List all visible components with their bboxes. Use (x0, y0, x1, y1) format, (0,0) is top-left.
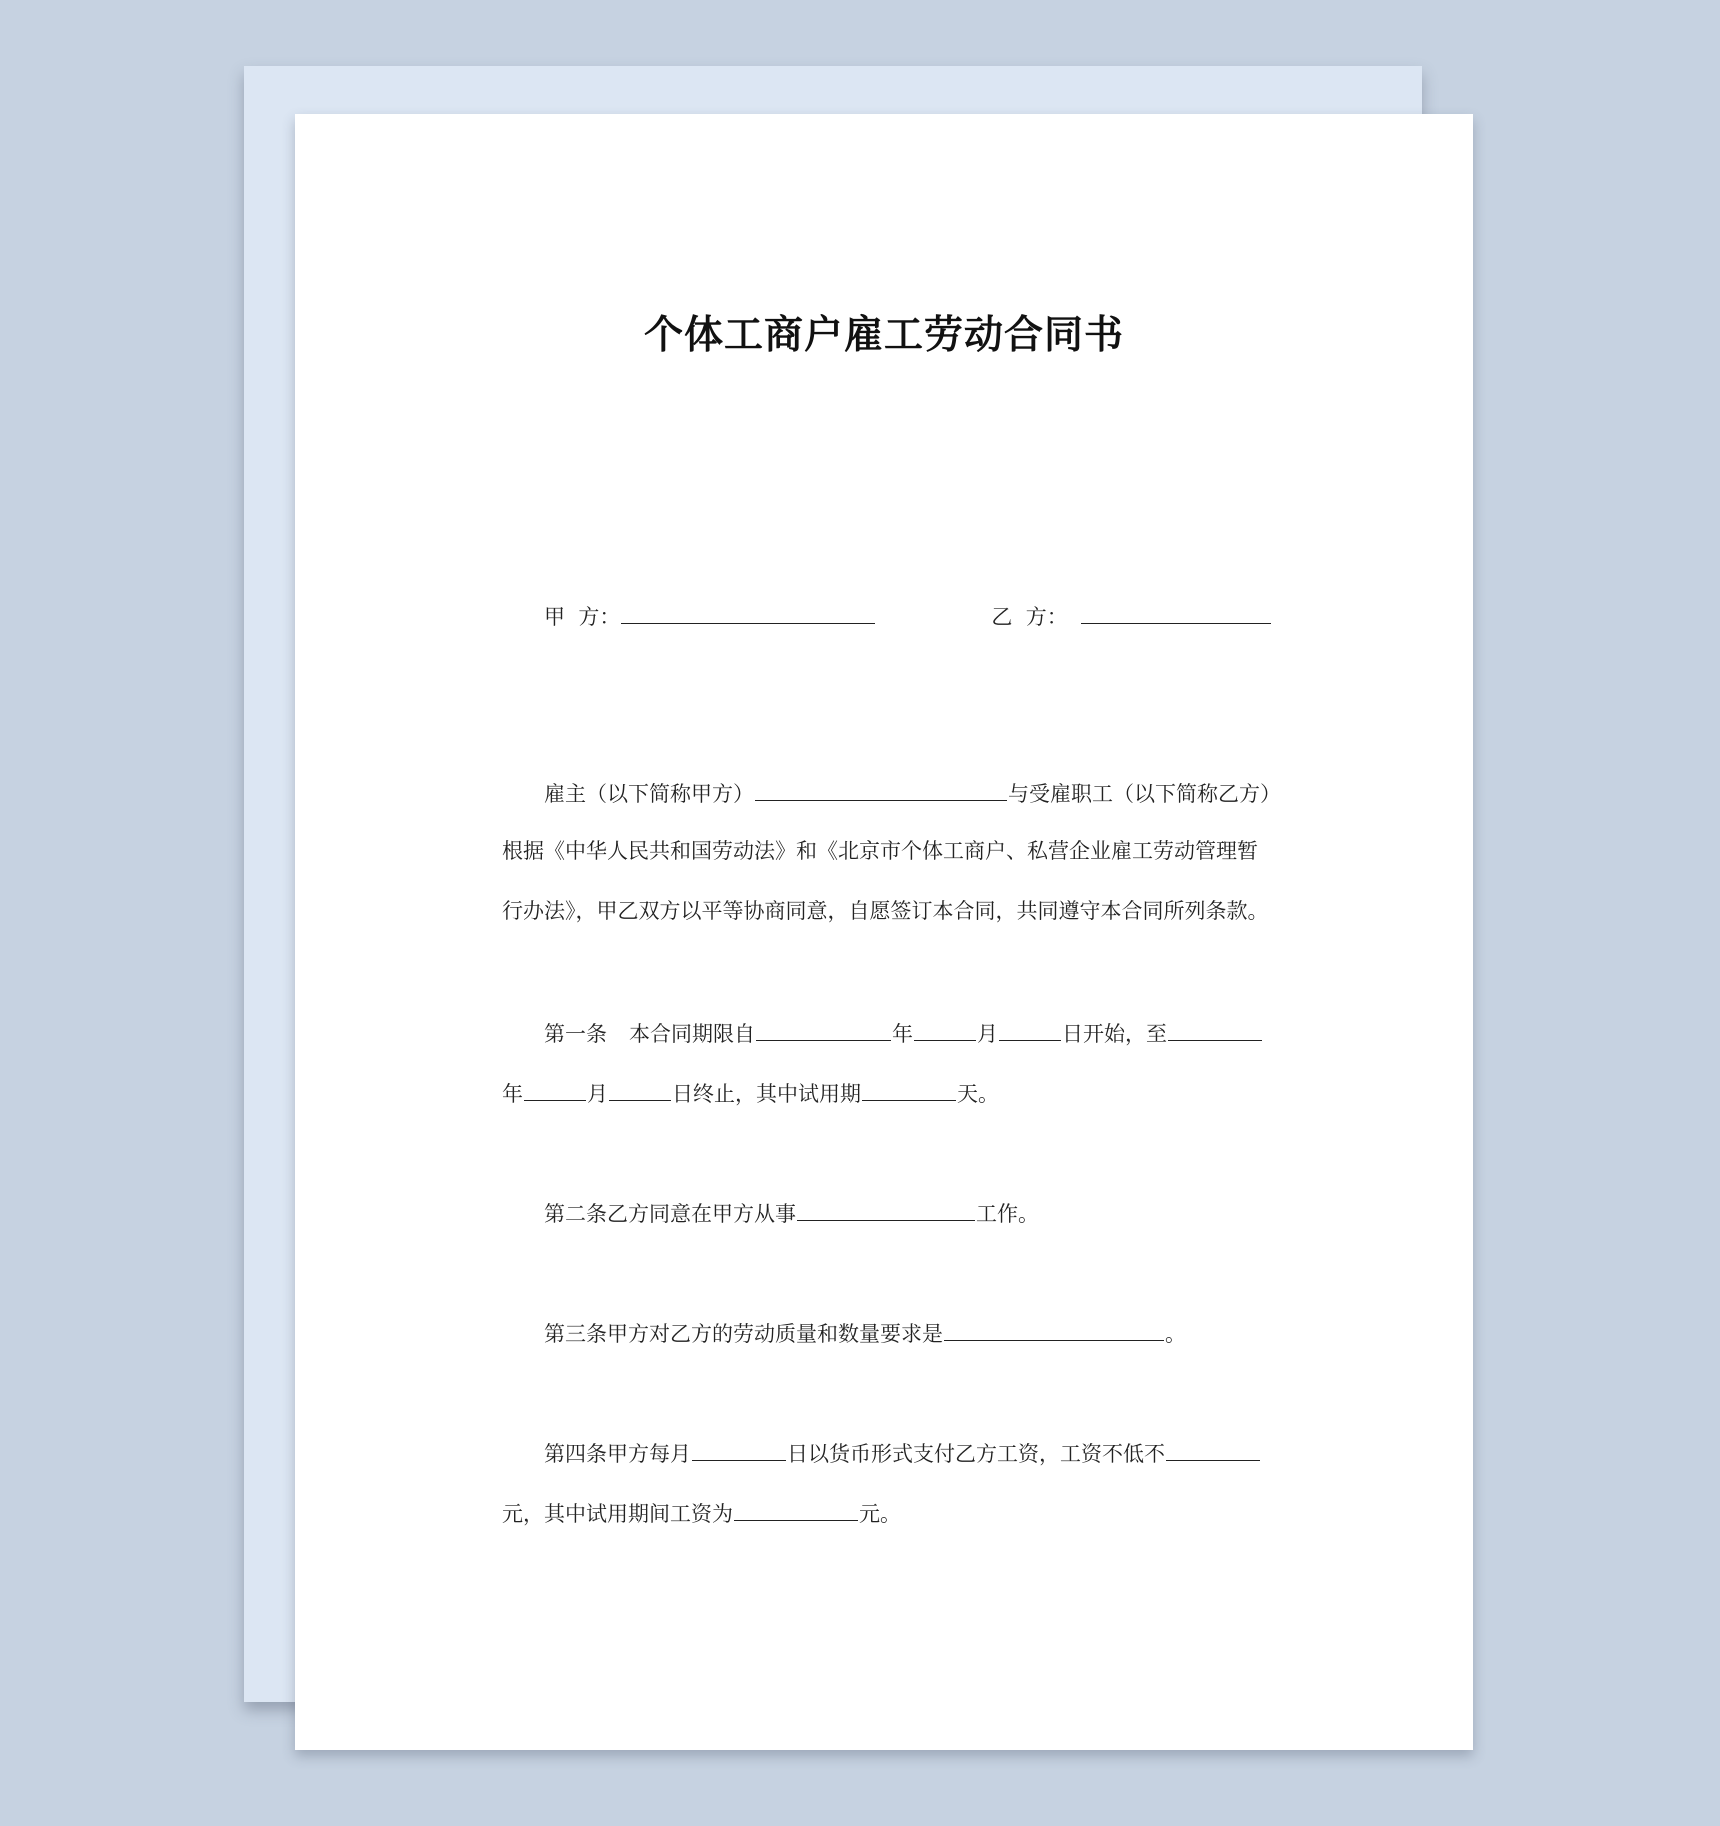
article-1-line-1 (544, 1016, 1263, 1049)
article-1-line-2 (502, 1076, 999, 1109)
preamble-line-1 (544, 776, 1281, 809)
article-2-line (544, 1196, 1039, 1229)
start-month-blank[interactable] (914, 1016, 976, 1041)
job-blank[interactable] (797, 1196, 975, 1221)
preamble-line-3: 行办法》，甲乙双方以平等协商同意，自愿签订本合同，共同遵守本合同所列条款。 (502, 899, 1269, 923)
end-day-blank[interactable] (609, 1076, 671, 1101)
document-page (295, 114, 1473, 1750)
party-b-blank[interactable] (1081, 599, 1271, 624)
pay-day-blank[interactable] (692, 1436, 786, 1461)
article-4-line-2 (502, 1496, 901, 1529)
month-label: 月 (977, 1022, 998, 1046)
article-4-line-1 (544, 1436, 1261, 1469)
party-b-label: 乙 方： (991, 605, 1068, 629)
preamble-text-2: 与受雇职工（以下简称乙方） (1008, 782, 1281, 806)
employer-blank[interactable] (755, 776, 1007, 801)
end-month-blank[interactable] (524, 1076, 586, 1101)
parties-line (544, 599, 1272, 632)
start-label: 日开始，至 (1062, 1022, 1167, 1046)
preamble-line-2: 根据《中华人民共和国劳动法》和《北京市个体工商户、私营企业雇工劳动管理暂 (502, 839, 1258, 863)
min-wage-blank[interactable] (1166, 1436, 1260, 1461)
end-year-blank[interactable] (1168, 1016, 1262, 1041)
article-3-end: 。 (1165, 1322, 1186, 1346)
article-2-end: 工作。 (976, 1202, 1039, 1226)
article-4-text-2: 日以货币形式支付乙方工资，工资不低不 (787, 1442, 1165, 1466)
preamble-text-1: 雇主（以下简称甲方） (544, 782, 754, 806)
probation-days-blank[interactable] (862, 1076, 956, 1101)
article-4-end: 元。 (859, 1502, 901, 1526)
probation-wage-blank[interactable] (734, 1496, 858, 1521)
article-3-text: 第三条甲方对乙方的劳动质量和数量要求是 (544, 1322, 943, 1346)
requirements-blank[interactable] (944, 1316, 1164, 1341)
document-title: 个体工商户雇工劳动合同书 (643, 313, 1124, 358)
end-month-label: 月 (587, 1082, 608, 1106)
article-2-text: 第二条乙方同意在甲方从事 (544, 1202, 796, 1226)
article-1-text: 本合同期限自 (629, 1022, 755, 1046)
start-day-blank[interactable] (999, 1016, 1061, 1041)
year-label: 年 (892, 1022, 913, 1046)
article-4-text: 第四条甲方每月 (544, 1442, 691, 1466)
end-year-label: 年 (502, 1082, 523, 1106)
article-4-text-3: 元，其中试用期间工资为 (502, 1502, 733, 1526)
end-label: 日终止，其中试用期 (672, 1082, 861, 1106)
start-year-blank[interactable] (756, 1016, 891, 1041)
days-label: 天。 (957, 1082, 999, 1106)
article-1-heading: 第一条 (544, 1022, 607, 1046)
party-a-label: 甲 方： (544, 605, 621, 629)
article-3-line (544, 1316, 1186, 1349)
party-a-blank[interactable] (621, 599, 875, 624)
